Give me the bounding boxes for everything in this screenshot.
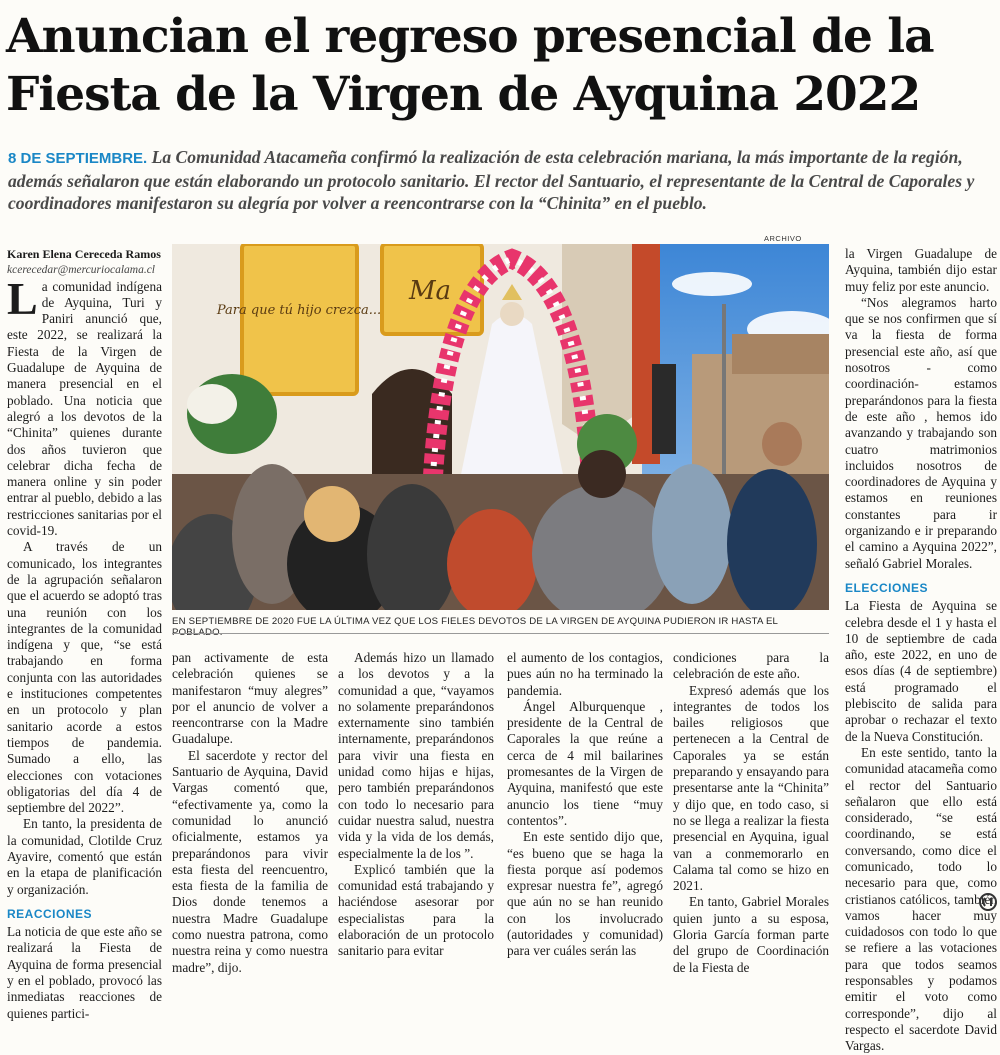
article-column-3 — [338, 650, 494, 960]
paragraph: pan activamente de esta celebración quienes se manifestaron “muy alegres” por el anuncio de volver a reencontrarse con la Madre Guadalupe. — [172, 650, 328, 747]
photo-caption: EN SEPTIEMBRE DE 2020 FUE LA ÚLTIMA VEZ QUE LOS FIELES DEVOTOS DE LA VIRGEN DE AYQUINA PUDIERON IR HASTA EL — [172, 616, 778, 627]
paragraph: “Nos alegramos harto que se nos confirmen que sí va la fiesta de forma presencial este año, así que nosotros - como coordinación- estamos preparándonos para la fiesta de este año , hemos ido avanzando y trabajando son cuatro matrimonios incluidos nosotros de coordinadores de Ayquina y estamos en reuniones constantes para ir organizando e ir preparando el camino a Ayquina 2022”, señaló Gabriel Morales. — [845, 294, 997, 571]
paragraph: Explicó también que la comunidad está trabajando y haciéndose asesorar por especialistas para la elaboración de un protocolo sanitario para evitar — [338, 861, 494, 959]
lede — [8, 146, 993, 214]
drop-cap: L — [7, 272, 38, 324]
paragraph: La comunidad indígena de Ayquina, Turi y Paniri anunció que, este 2022, se realizará la Fiesta de la Virgen de Guadalupe de Ayquina de manera presencial en el poblado. Una noticia que alegró a los devotos de la “Chinita” quienes durante dos años tuvieron que celebrar dicha fecha de manera online y sin poder entrar al pueblo, debido a las restricciones sanitarias por el covid-19. — [7, 272, 162, 539]
article-column-1 — [7, 246, 162, 1022]
paragraph: En este sentido, tanto la comunidad atacameña como el rector del Santuario señalaron que ello está considerado, “se está coordinando, se está conversando, como dice el comunicado, todo lo necesario para que, como cristianos católicos, también vamos hacer muy cuidadosos con todo lo que se refiere a las votaciones para que todos seamos responsables y podamos emitir el voto como corresponde”, dijo al respecto el sacerdote David Vargas. — [845, 744, 997, 1054]
article-column-5 — [673, 650, 829, 976]
paragraph: el aumento de los contagios, pues aún no ha terminado la pandemia. — [507, 650, 663, 698]
caption-divider — [172, 633, 829, 634]
lede-date: 8 DE SEPTIEMBRE. — [8, 150, 148, 167]
subheading-elecciones: ELECCIONES — [845, 580, 929, 595]
paragraph: Ángel Alburquenque , presidente de la Central de Caporales la que reúne a cerca de 4 mil bailarines promesantes de la Virgen de Ayquina, manifestó que este anuncio los tiene “muy contentos”. — [507, 698, 663, 828]
banner-text: Para que tú hijo crezca... — [216, 303, 382, 318]
lede-text: La Comunidad Atacameña confirmó la realización de esta celebración mariana, la más importante de la región, además señalaron que están elaborando un protocolo sanitario. El rector del Santuario, el representante de la Central de Caporales y coordinadores manifestaron su alegría por volver a reencontrarse con la “Chinita” en el pueblo. — [8, 147, 975, 213]
subheading-reacciones: REACCIONES — [7, 906, 93, 921]
article-photo — [172, 244, 829, 610]
byline-email[interactable]: kcerecedar@mercuriocalama.cl — [7, 264, 155, 277]
paragraph: En este sentido dijo que, “es bueno que se haga la fiesta porque así podemos expresar nuestra fe”, agregó que aún no se han reunido con los involucrado (autoridades y comunidad) para ver cuáles serán las — [507, 829, 663, 959]
paragraph: Expresó además que los integrantes de todos los bailes religiosos que pertenecen a la Central de Caporales ya se están preparando y ensayando para presentarse ante la “Chinita” y dijo que, en todo caso, si no se llega a realizar la fiesta presencial en Ayquina, igual van a conmemorarlo en Calama tal como se hizo en 2021. — [673, 682, 829, 894]
banner2-text: Ma — [408, 276, 452, 306]
paragraph: En tanto, Gabriel Morales quien junto a su esposa, Gloria García forman parte del grupo de Coordinación de la Fiesta de — [673, 894, 829, 975]
paragraph: Además hizo un llamado a los devotos y a la comunidad a que, “vayamos no solamente preparándonos externamente sino también internamente, preparándonos para vivir una fiesta en unidad como hijas e hijas, pero también preparándonos con todo lo necesario para cuidar nuestra salud, nuestra vida y la vida de los demás, especialmente la de los ”. — [338, 650, 494, 861]
byline-author: Karen Elena Cereceda Ramos — [7, 247, 161, 261]
paragraph: En tanto, la presidenta de la comunidad, Clotilde Cruz Ayavire, comentó que están en la etapa de planificación y organización. — [7, 816, 162, 897]
paragraph: condiciones para la celebración de este año. — [673, 650, 829, 682]
paragraph: La Fiesta de Ayquina se celebra desde el 1 y hasta el 10 de septiembre de cada año, este 2022, en uno de esos días (4 de septiembre) está programado el plebiscito de salida para aprobar o rechazar el texto de la Nueva Constitución. — [845, 598, 997, 744]
paragraph: La noticia de que este año se realizará la Fiesta de Ayquina de forma presencial y en el poblado, provocó las inmediatas reacciones de quienes partici- — [7, 924, 162, 1021]
article-column-4 — [507, 650, 663, 960]
paragraph: A través de un comunicado, los integrantes de la agrupación señalaron que el acuerdo se adoptó tras una reunión con los integrantes de la comunidad indígena y que, “se está trabajando en forma conjunta con las autoridades e instituciones competentes en un protocolo y plan sanitario acorde a estos tiempos de pandemia. Sumado a ello, las elecciones con votaciones obligatorias del día 4 de septiembre del 2022”. — [7, 539, 162, 816]
article-column-2 — [172, 650, 328, 976]
article-column-6 — [845, 246, 997, 1055]
newspaper-logo-icon — [978, 892, 998, 912]
paragraph: la Virgen Guadalupe de Ayquina, también dijo estar muy feliz por este anuncio. — [845, 246, 997, 294]
procession-photo-illustration — [172, 244, 829, 610]
paragraph: El sacerdote y rector del Santuario de Ayquina, David Vargas comentó que, “efectivamente ya, como la comunidad lo anunció oficialmente, estamos ya preparándonos para vivir esta fiesta del reencuentro, esta fiesta de la familia de Dios donde tenemos a nuestra Madre Guadalupe como nuestra patrona, como nuestra reina y como nuestra madre”, dijo. — [172, 747, 328, 975]
photo-credit: ARCHIVO — [764, 234, 802, 243]
headline: Anuncian el regreso presencial de la Fiesta de la Virgen de Ayquina 2022 — [6, 9, 934, 122]
